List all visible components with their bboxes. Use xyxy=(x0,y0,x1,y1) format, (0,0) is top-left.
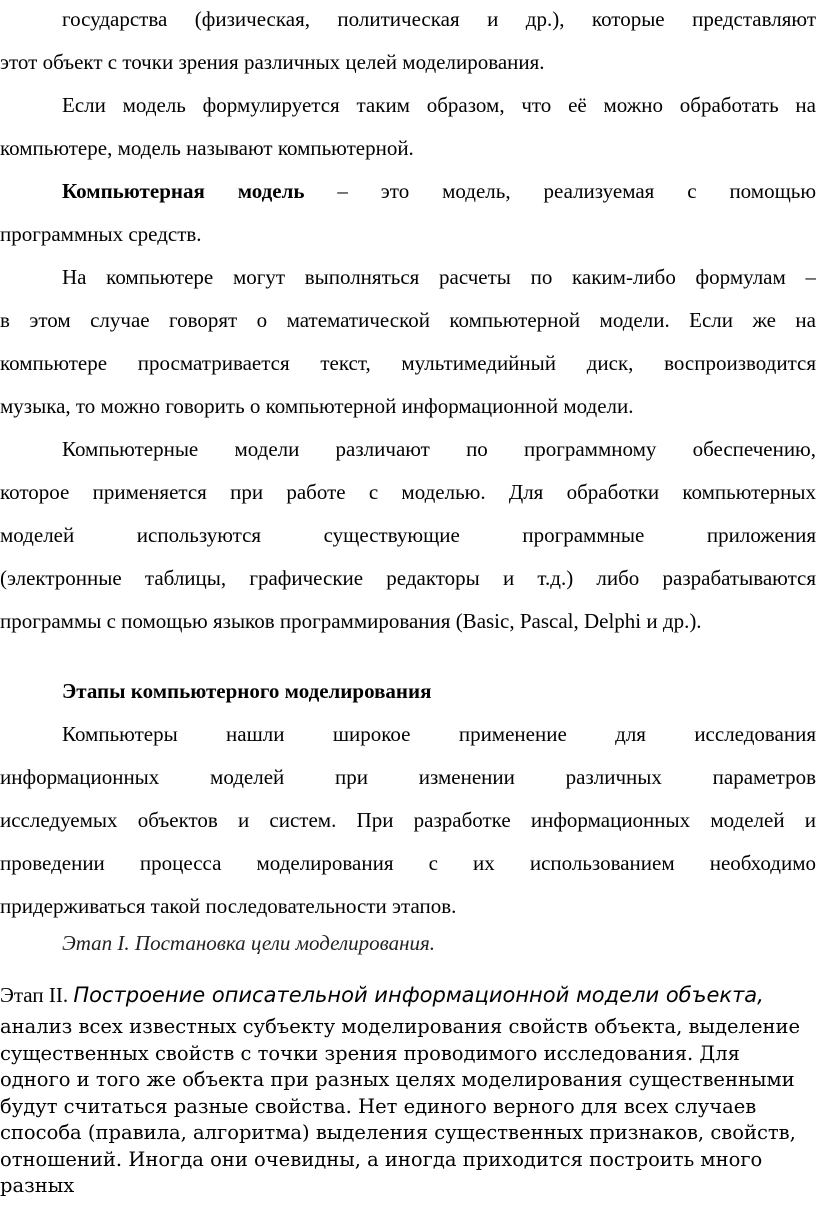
definition-line xyxy=(0,170,816,213)
text-line: существенных свойств с точки зрения проводимого исследования. Для xyxy=(0,1041,740,1065)
paragraph-4 xyxy=(0,256,816,428)
text-line: в этом случае говорят о математической компьютерной модели. Если же на xyxy=(0,308,816,332)
text-line: будут считаться разные свойства. Нет единого верного для всех случаев xyxy=(0,1094,757,1118)
paragraph-3 xyxy=(0,170,816,256)
text-line: анализ всех известных субъекту моделирования свойств объекта, выделение xyxy=(0,1015,801,1038)
text-line: способа (правила, алгоритма) выделения существенных признаков, свойств, xyxy=(0,1121,796,1144)
text-line: государства (физическая, политическая и др.), которые представляют xyxy=(62,7,816,31)
text-line: компьютере, модель называют компьютерной. xyxy=(0,136,414,160)
stage-1-title: Этап I. Постановка цели моделирования. xyxy=(62,931,435,955)
text-line: исследуемых объектов и систем. При разработке информационных моделей и xyxy=(0,808,816,832)
text-line: моделей используются существующие программные приложения xyxy=(0,523,816,547)
text-line: Компьютеры нашли широкое применение для исследования xyxy=(62,722,816,746)
text-line: компьютере просматривается текст, мультимедийный диск, воспроизводится xyxy=(0,351,816,375)
section-heading: Этапы компьютерного моделирования xyxy=(62,679,432,703)
text-line: (электронные таблицы, графические редакторы и т.д.) либо разрабатываются xyxy=(0,566,816,590)
defined-term: Компьютерная модель xyxy=(62,179,305,203)
text-line: На компьютере могут выполняться расчеты по каким-либо формулам – xyxy=(62,265,816,289)
text-line: которое применяется при работе с моделью. Для обработки компьютерных xyxy=(0,480,816,504)
stage-2-prefix: Этап II. xyxy=(0,983,74,1007)
text-line: музыка, то можно говорить о компьютерной информационной модели. xyxy=(0,394,634,418)
paragraph-2 xyxy=(0,84,816,170)
text-line: проведении процесса моделирования с их использованием необходимо xyxy=(0,851,816,875)
definition-text: – это модель, реализуемая с помощью xyxy=(304,179,816,203)
text-line: придерживаться такой последовательности этапов. xyxy=(0,894,457,918)
paragraph-1 xyxy=(0,0,816,84)
stage-2-heading: Построение описательной информационной модели объекта, xyxy=(73,983,764,1007)
stage-2-title xyxy=(0,980,816,1010)
paragraph-6 xyxy=(0,713,816,928)
paragraph-7 xyxy=(0,1014,816,1200)
text-line: программных средств. xyxy=(0,222,202,246)
text-line: этот объект с точки зрения различных целей моделирования. xyxy=(0,50,545,74)
text-line: информационных моделей при изменении различных параметров xyxy=(0,765,816,789)
paragraph-5 xyxy=(0,428,816,643)
text-line: разных xyxy=(0,1174,75,1197)
text-line: программы с помощью языков программирования (Basic, Pascal, Delphi и др.). xyxy=(0,609,702,633)
text-line: отношений. Иногда они очевидны, а иногда приходится построить много xyxy=(0,1147,763,1171)
text-line: одного и того же объекта при разных целях моделирования существенными xyxy=(0,1068,795,1091)
text-line: Если модель формулируется таким образом, что её можно обработать на xyxy=(62,93,816,117)
text-line: Компьютерные модели различают по программному обеспечению, xyxy=(62,437,816,461)
